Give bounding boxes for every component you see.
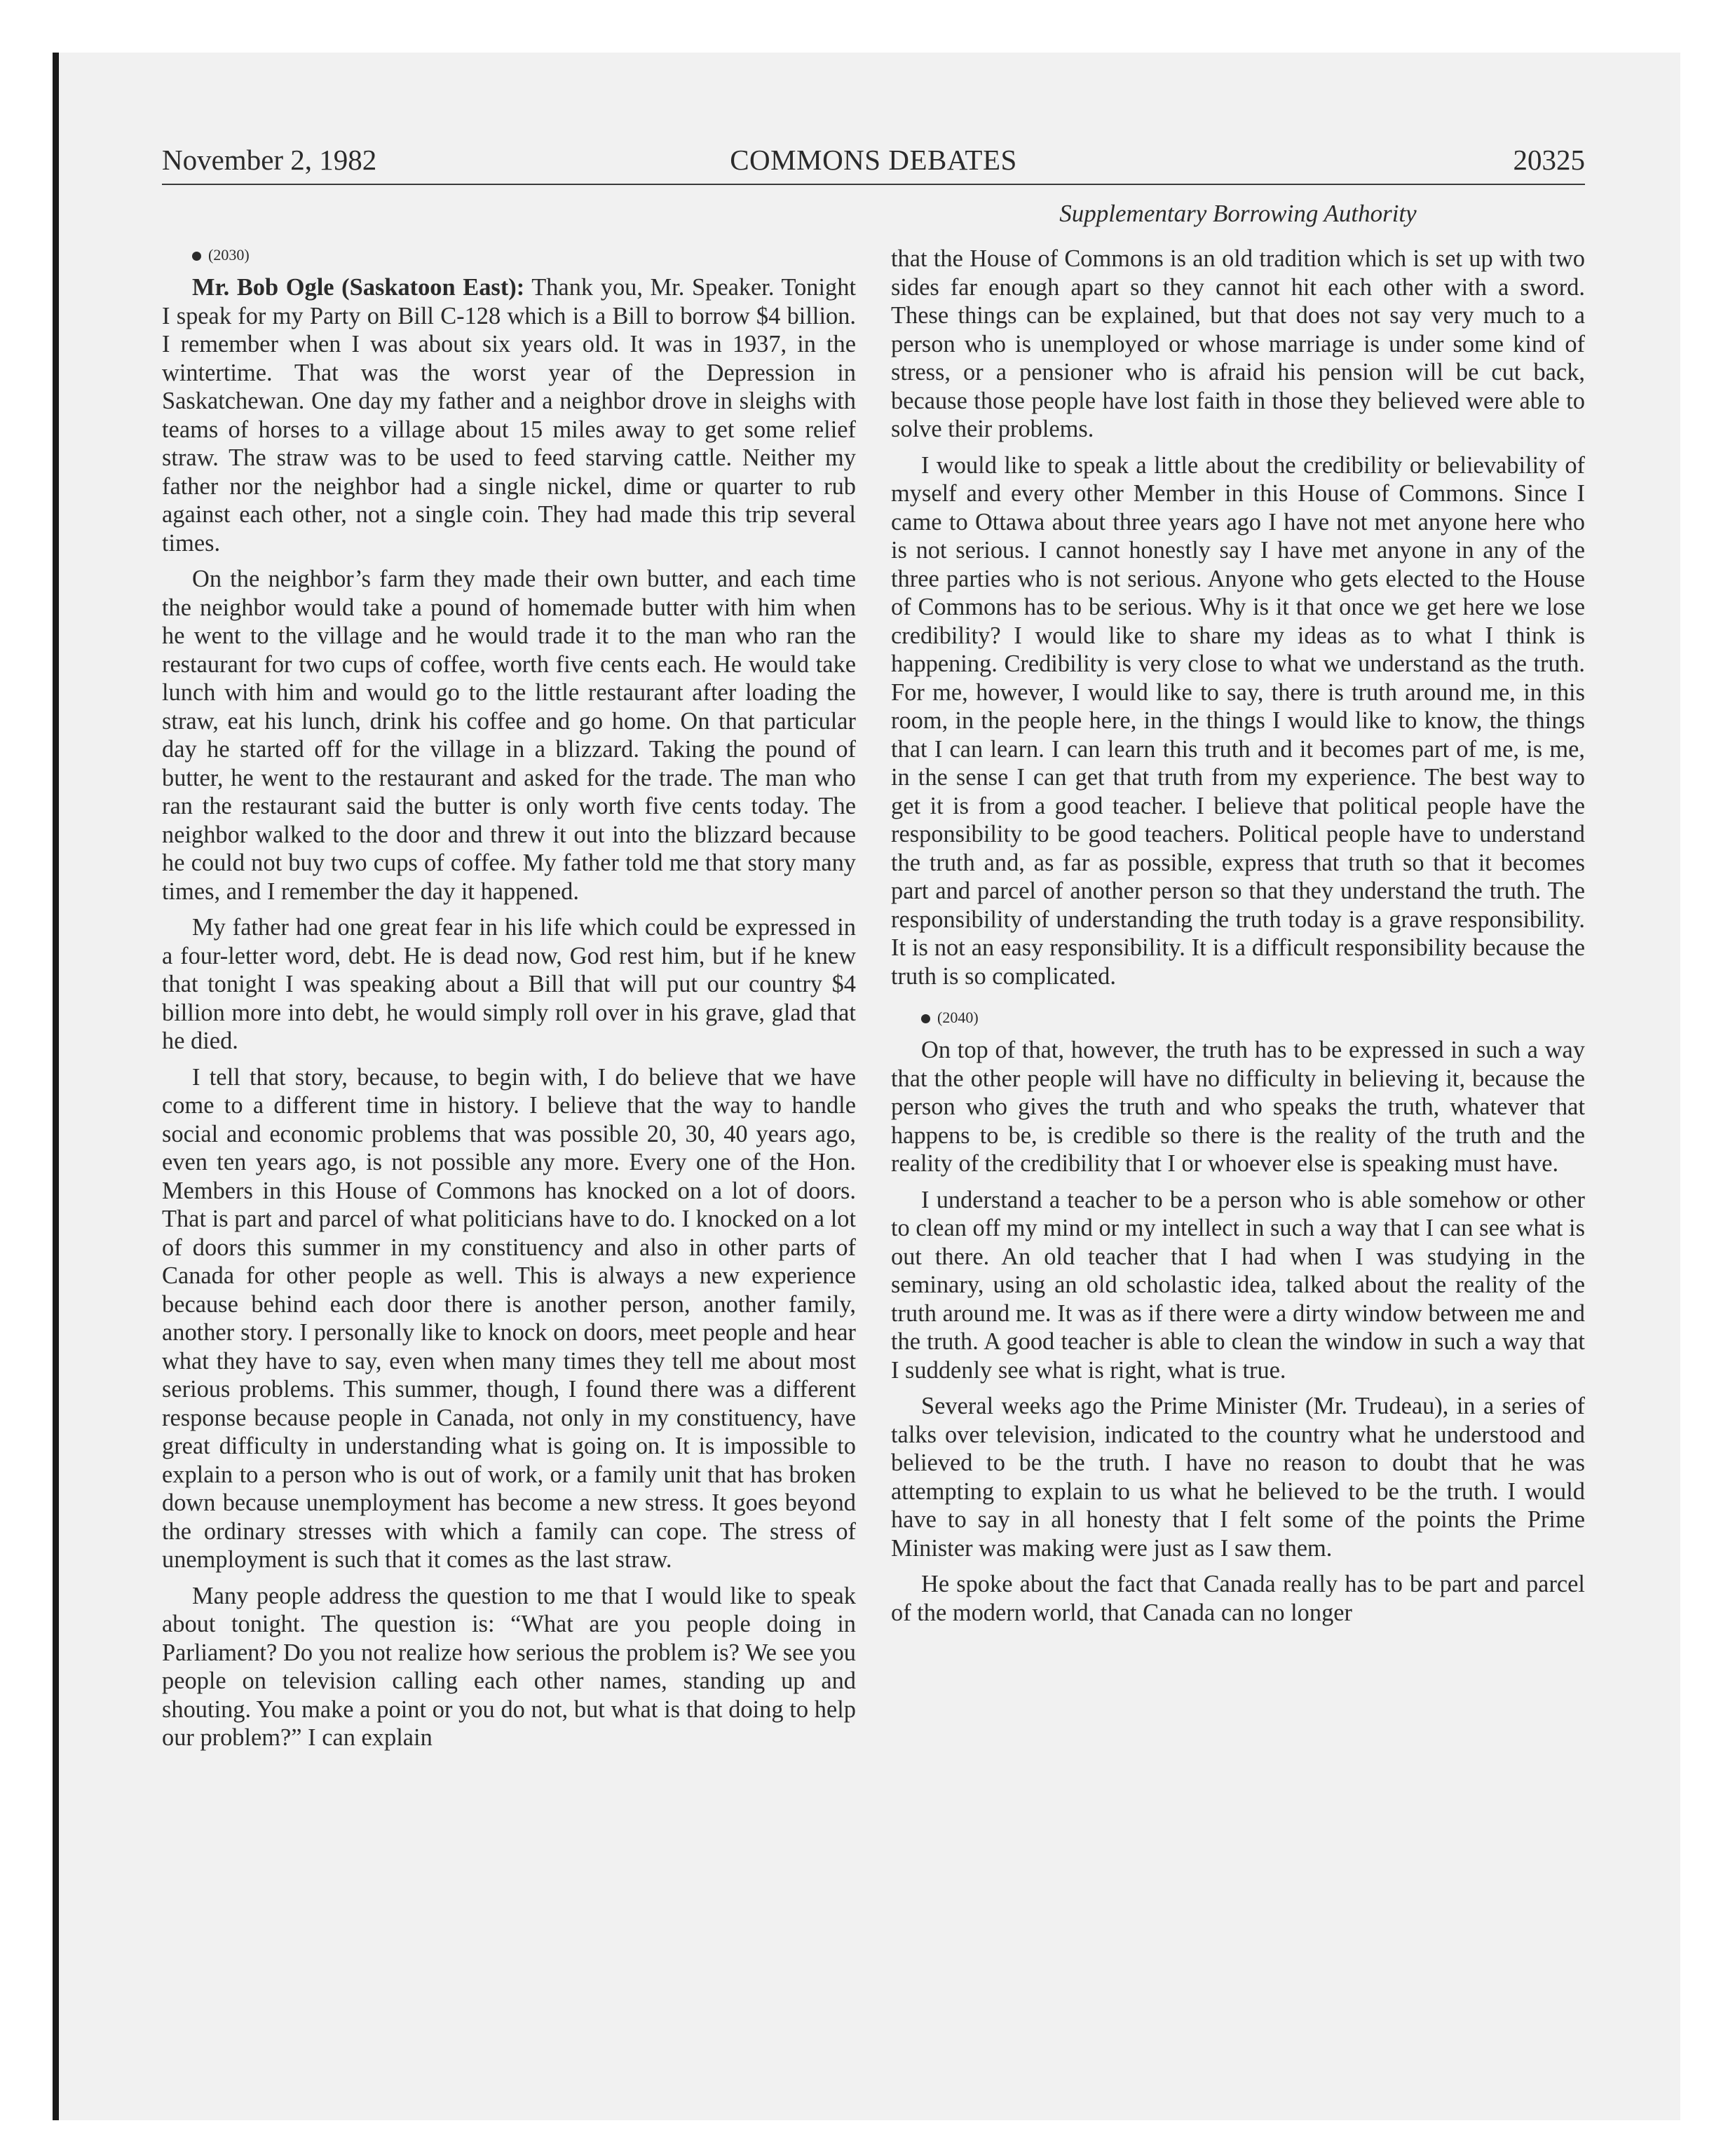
paragraph (162, 273, 856, 557)
paragraph-text: Thank you, Mr. Speaker. Tonight I speak for my Party on Bill C-128 which is a Bill to borrow $4 billion. I remember when I was about six years old. It was in 1937, in the wintertime. That was the worst year of the Depression in Saskatchewan. One day my father and a neighbor drove in sleighs with teams of horses to a village about 15 miles away to get some relief straw. The straw was to be used to feed starving cattle. Neither my father nor the neighbor had a single nickel, dime or quarter to rub against each other, not a single coin. They had made this trip several times. (162, 274, 857, 557)
header-page-number: 20325 (1513, 144, 1585, 176)
speaker-name: Mr. Bob Ogle (Saskatoon East): (192, 274, 525, 301)
paragraph: Many people address the question to me that I would like to speak about tonight. The question is: “What are you people doing in Parliament? Do you not realize how serious the problem is? We see you people on television calling each other names, standing up and shouting. You make a point or you do not, but what is that doing to help our problem?” I can explain (162, 1582, 856, 1751)
bullet-icon (921, 1014, 930, 1023)
bullet-icon (192, 252, 201, 261)
paragraph: I tell that story, because, to begin with, I do believe that we have come to a different time in history. I believe that the way to handle social and economic problems that was possible 20, 30, 40 years ago, even ten years ago, is not possible any more. Every one of the Hon. Members in this House of Commons has knocked on a lot of doors. That is part and parcel of what politicians have to do. I knocked on a lot of doors this summer in my constituency and also in other parts of Canada for other people as well. This is always a new experience because behind each door there is another person, another family, another story. I personally like to knock on doors, meet people and hear what they have to say, even when many times they tell me about most serious problems. This summer, though, I found there was a different response because people in Canada, not only in my constituency, have great difficulty in understanding what is going on. It is impossible to explain to a person who is out of work, or a family unit that has broken down because unemployment has become a new stress. It goes beyond the ordinary stresses with which a family can cope. The stress of unemployment is such that it comes as the last straw. (162, 1063, 856, 1573)
paragraph: He spoke about the fact that Canada really has to be part and parcel of the modern world, that Canada can no longer (891, 1571, 1585, 1626)
hansard-page (162, 140, 1585, 1751)
time-marker-label: (2030) (208, 246, 250, 264)
paragraph: My father had one great fear in his life which could be expressed in a four-letter word, debt. He is dead now, God rest him, but if he knew that tonight I was speaking about a Bill that will put our country $4 billion more into debt, he would simply roll over in his grave, glad that he died. (162, 914, 856, 1054)
right-column (891, 245, 1585, 1635)
time-marker-label: (2040) (937, 1009, 979, 1026)
header-journal-title: COMMONS DEBATES (730, 144, 1017, 176)
time-marker (162, 245, 856, 266)
paragraph: I understand a teacher to be a person who is able somehow or other to clean off my mind or my intellect in such a way that I can see what is out there. An old teacher that I had when I was studying in the seminary, using an old scholastic idea, talked about the reality of the truth around me. It was as if there were a dirty window between me and the truth. A good teacher is able to clean the window in such a way that I suddenly see what is right, what is true. (891, 1186, 1585, 1384)
section-title: Supplementary Borrowing Authority (1059, 200, 1417, 227)
paragraph: On the neighbor’s farm they made their own butter, and each time the neighbor would take a pound of homemade butter with him when he went to the village and he would trade it to the man who ran the restaurant for two cups of coffee, worth five cents each. He would take lunch with him and would go to the little restaurant after loading the straw, eat his lunch, drink his coffee and go home. On that particular day he started off for the village in a blizzard. Taking the pound of butter, he went to the restaurant and asked for the trade. The man who ran the restaurant said the butter is only worth five cents today. The neighbor walked to the door and threw it out into the blizzard because he could not buy two cups of coffee. My father told me that story many times, and I remember the day it happened. (162, 566, 856, 905)
scan-edge-shadow (53, 53, 59, 2120)
paragraph: that the House of Commons is an old tradition which is set up with two sides far enough apart so they cannot hit each other with a sword. These things can be explained, but that does not say very much to a person who is unemployed or whose marriage is under some kind of stress, or a pensioner who is afraid his pension will be cut back, because those people have lost faith in those they believed were able to solve their problems. (891, 245, 1585, 442)
paragraph: On top of that, however, the truth has to be expressed in such a way that the other people will have no difficulty in believing it, because the person who gives the truth and who speaks the truth, whatever that happens to be, is credible so there is the reality of the truth and the reality of the credibility that I or whoever else is speaking must have. (891, 1037, 1585, 1177)
paragraph: Several weeks ago the Prime Minister (Mr. Trudeau), in a series of talks over television, indicated to the country what he understood and believed to be the truth. I have no reason to doubt that he was attempting to explain to us what he believed to be the truth. I would have to say in all honesty that I felt some of the points the Prime Minister was making were just as I saw them. (891, 1393, 1585, 1562)
left-column (162, 245, 856, 1760)
header-date: November 2, 1982 (162, 144, 377, 176)
running-header (162, 140, 1585, 185)
paragraph: I would like to speak a little about the credibility or believability of myself and every other Member in this House of Commons. Since I came to Ottawa about three years ago I have not met anyone here who is not serious. I cannot honestly say I have met anyone in any of the three parties who is not serious. Anyone who gets elected to the House of Commons has to be serious. Why is it that once we get here we lose credibility? I would like to share my ideas as to what I think is happening. Credibility is very close to what we understand as the truth. For me, however, I would like to say, there is truth around me, in this room, in the people here, in the things I would like to know, the things that I can learn. I can learn this truth and it becomes part of me, is me, in the sense I can get that truth from my experience. The best way to get it is from a good teacher. I believe that political people have the responsibility to be good teachers. Political people have to understand the truth and, as far as possible, express that truth so that it becomes part and parcel of another person so that they understand the truth. The responsibility of understanding the truth today is a grave responsibility. It is not an easy responsibility. It is a difficult responsibility because the truth is so complicated. (891, 451, 1585, 990)
time-marker (891, 1007, 1585, 1028)
